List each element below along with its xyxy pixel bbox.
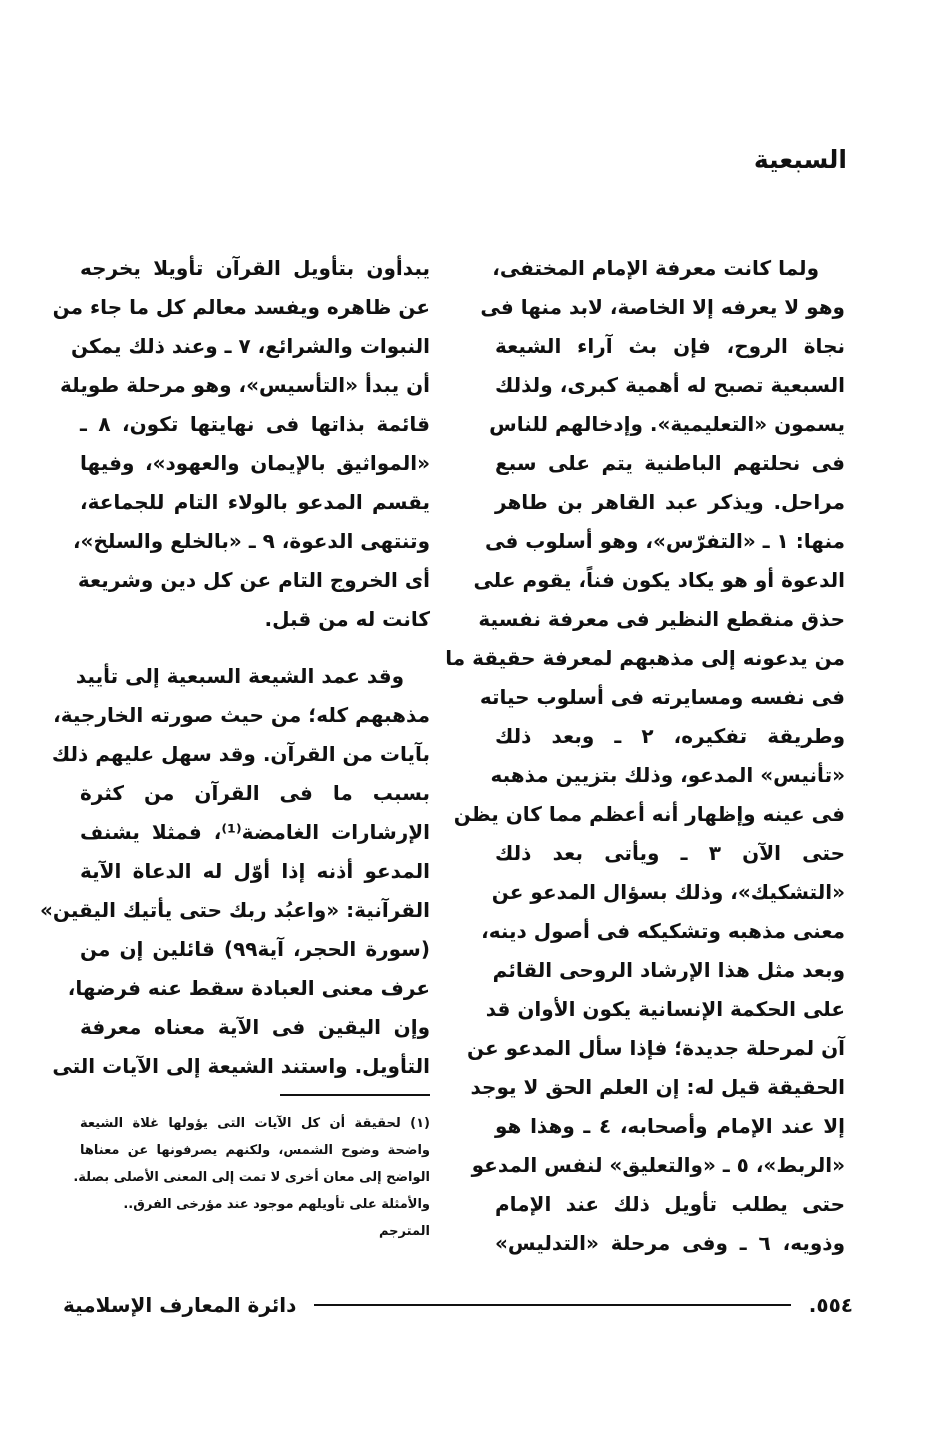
page-number: ٥٥٤.: [808, 1293, 853, 1317]
paragraph-gap: [80, 639, 430, 657]
paragraph-left-2: [39, 657, 430, 1086]
text-line: من يدعونه إلى مذهبهم لمعرفة حقيقة ما: [445, 646, 845, 670]
text-line: وطريقة تفكيره، ٢ ـ وبعد ذلك: [495, 724, 846, 748]
text-line: وهو لا يعرفه إلا الخاصة، لابد منها فى: [480, 295, 845, 319]
footer-journal-title: دائرة المعارف الإسلامية: [63, 1293, 297, 1317]
text-line: منها: ١ ـ «التفرّس»، وهو أسلوب فى: [485, 529, 845, 553]
footnote-line: والأمثلة على تأويلهم موجود عند مؤرخى الفرق..: [123, 1197, 430, 1212]
text-line: بآيات من القرآن. وقد سهل عليهم ذلك: [51, 742, 430, 766]
text-line: أن يبدأ «التأسيس»، وهو مرحلة طويلة: [60, 373, 430, 397]
text-line: نجاة الروح، فإن بث آراء الشيعة: [495, 334, 845, 358]
text-line: عن ظاهره ويفسد معالم كل ما جاء من: [52, 295, 430, 319]
text-line: فى عينه وإظهار أنه أعظم مما كان يظن: [453, 802, 845, 826]
text-line: ولما كانت معرفة الإمام المختفى،: [492, 256, 819, 280]
text-line: على الحكمة الإنسانية يكون الأوان قد: [485, 997, 845, 1021]
text-line: «المواثيق بالإيمان والعهود»، وفيها: [80, 451, 430, 475]
text-line: «الربط»، ٥ ـ «والتعليق» لنفس المدعو: [471, 1153, 845, 1177]
right-column: [445, 249, 846, 1263]
text-line: القرآنية: «واعبُد ربك حتى يأتيك اليقين»: [39, 898, 430, 922]
text-line: (سورة الحجر، آية٩٩) قائلين إن من: [80, 937, 430, 961]
text-line: حذق منقطع النظير فى معرفة نفسية: [478, 607, 845, 631]
page-footer: [63, 1287, 853, 1323]
text-line: وذويه، ٦ ـ وفى مرحلة «التدليس»: [495, 1231, 845, 1255]
text-line: وقد عمد الشيعة السبعية إلى تأييد: [75, 664, 404, 688]
text-line: مذهبهم كله؛ من حيث صورته الخارجية،: [53, 703, 430, 727]
left-column: [39, 249, 430, 1086]
text-line: يسمون «التعليمية». وإدخالهم للناس: [489, 412, 845, 436]
text-line: وتنتهى الدعوة، ٩ ـ «بالخلع والسلخ»،: [72, 529, 430, 553]
text-line: معنى مذهبه وتشكيكه فى أصول دينه،: [481, 919, 845, 943]
footnote-signature: المترجم: [378, 1224, 430, 1239]
text-line: وإن اليقين فى الآية معناه معرفة: [80, 1015, 430, 1039]
text-line: المدعو أذنه إذا أوّل له الدعاة الآية: [80, 859, 430, 883]
text-line: حتى الآن ٣ ـ ويأتى بعد ذلك: [495, 841, 845, 865]
footnote: [73, 1110, 430, 1245]
text-line: عرف معنى العبادة سقط عنه فرضها،: [67, 976, 430, 1000]
text-line: قائمة بذاتها فى نهايتها تكون، ٨ ـ: [80, 412, 430, 436]
text-line: يقسم المدعو بالولاء التام للجماعة،: [80, 490, 430, 514]
paragraph-left-1: [52, 249, 430, 639]
text-line: يبدأون بتأويل القرآن تأويلا يخرجه: [80, 256, 430, 280]
text-line: الدعوة أو هو يكاد يكون فناً، يقوم على: [473, 568, 845, 592]
text-line: فى نحلتهم الباطنية يتم على سبع: [495, 451, 845, 475]
text-line: أى الخروج التام عن كل دين وشريعة: [77, 568, 430, 592]
footnote-line: الواضح إلى معان أخرى لا تمت إلى المعنى الأصلى بصلة.: [73, 1170, 430, 1185]
footnote-line: واضحة وضوح الشمس، ولكنهم يصرفونها عن معناها: [80, 1143, 430, 1158]
text-line: الإرشارات الغامضة⁽¹⁾، فمثلا يشنف: [80, 820, 430, 844]
footer-divider: [314, 1304, 790, 1306]
text-line: فى نفسه ومسايرته فى أسلوب حياته: [479, 685, 845, 709]
text-line: «تأنيس» المدعو، وذلك بتزيين مذهبه: [490, 763, 845, 787]
text-line: إلا عند الإمام وأصحابه، ٤ ـ وهذا هو: [495, 1114, 845, 1138]
text-line: السبعية تصبح له أهمية كبرى، ولذلك: [495, 373, 845, 397]
text-line: كانت له من قبل.: [264, 607, 430, 631]
text-line: «التشكيك»، وذلك بسؤال المدعو عن: [491, 880, 845, 904]
footnote-line: (١) لحقيقة أن كل الآيات التى يؤولها غلاة الشيعة: [80, 1116, 430, 1131]
text-line: وبعد مثل هذا الإرشاد الروحى القائم: [492, 958, 845, 982]
text-line: بسبب ما فى القرآن من كثرة: [80, 781, 430, 805]
footnote-divider: [280, 1094, 430, 1096]
text-line: النبوات والشرائع، ٧ ـ وعند ذلك يمكن: [71, 334, 430, 358]
text-line: آن لمرحلة جديدة؛ فإذا سأل المدعو عن: [466, 1036, 845, 1060]
running-title: السبعية: [753, 145, 847, 174]
text-line: حتى يطلب تأويل ذلك عند الإمام: [495, 1192, 845, 1216]
paragraph-right: [445, 249, 846, 1263]
text-line: التأويل. واستند الشيعة إلى الآيات التى: [52, 1054, 430, 1078]
text-line: مراحل. ويذكر عبد القاهر بن طاهر: [495, 490, 845, 514]
text-line: الحقيقة قيل له: إن العلم الحق لا يوجد: [470, 1075, 845, 1099]
